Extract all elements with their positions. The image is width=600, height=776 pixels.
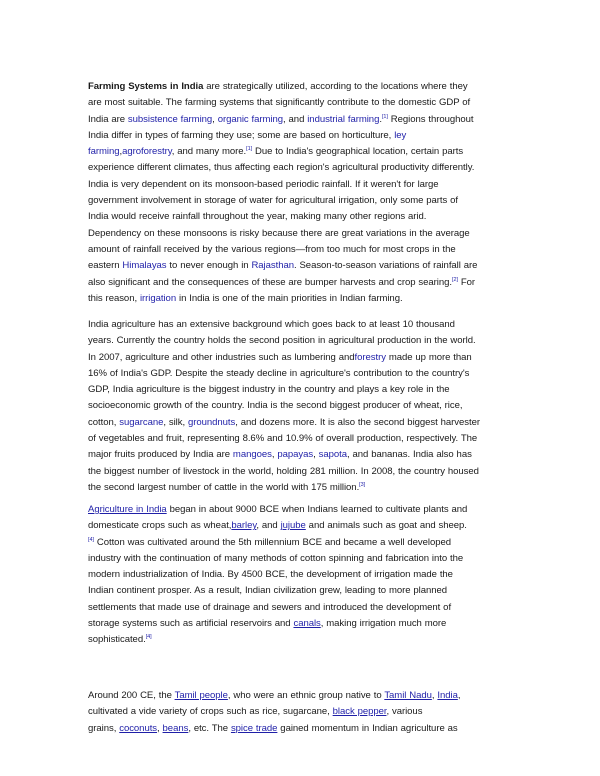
- link-subsistence-farming[interactable]: subsistence farming: [127, 113, 213, 125]
- reference-1b[interactable]: [1]: [246, 146, 253, 153]
- link-tamil-people[interactable]: Tamil people: [174, 690, 228, 701]
- link-black-pepper[interactable]: black pepper: [332, 706, 387, 718]
- link-himalayas[interactable]: Himalayas: [122, 260, 167, 272]
- reference-4[interactable]: [4]: [88, 536, 94, 543]
- link-papayas[interactable]: papayas: [277, 449, 314, 461]
- link-beans[interactable]: beans: [162, 722, 189, 734]
- paragraph-agriculture-history: Agriculture in India began in about 9000 BCE when Indians learned to cultivate plants and domesticate crops such as wheat,barley, and jujube and animals such as goat and sheep. [4] Cotton was cultivated around the 5th millennium BCE and became a well developed industry with the continuation of many methods of cotton spinning and fabrication into the modern industrialization of India. By 4500 BCE, the development of irrigation made the Indian continent prosper. As a result, Indian civilization grew, leading to more planned settlements that made use of drainage and sewers and introduced the development of storage systems such as artificial reservoirs and canals, making irrigation much more sophisticated.[4]: [88, 504, 468, 646]
- link-groundnuts[interactable]: groundnuts: [187, 416, 236, 428]
- reference-1[interactable]: [1]: [381, 113, 388, 120]
- farming-systems-title: Farming Systems in India: [88, 81, 204, 92]
- link-rajasthan[interactable]: Rajasthan: [251, 260, 294, 272]
- reference-2[interactable]: [2]: [452, 276, 458, 283]
- link-agriculture-in-india[interactable]: Agriculture in India: [88, 504, 167, 515]
- link-spice-trade[interactable]: spice trade: [230, 722, 278, 734]
- paragraph-agriculture-background: India agriculture has an extensive background which goes back to at least 10 thousand years. Currently the country holds the second position in agricultural production in the world. In 2007, agriculture and other industries such as lumbering andforestry made up more than 16% of India's GDP. Despite the steady decline in agriculture's contribution to the country's GDP, India agriculture is the biggest industry in the country and plays a key role in the socioeconomic growth of the country. India is the second biggest producer of wheat, rice, cotton, sugarcane, silk, groundnuts, and dozens more. It is also the second biggest harvester of vegetables and fruit, representing 8.6% and 10.9% of overall production, respectively. The major fruits produced by India are mangoes, papayas, sapota, and bananas. India also has the biggest number of livestock in the world, holding 281 million. In 2008, the country housed the second largest number of cattle in the world with 175 million.[3]: [88, 319, 480, 493]
- link-jujube[interactable]: jujube: [280, 520, 306, 532]
- link-mangoes[interactable]: mangoes: [232, 449, 272, 461]
- link-barley[interactable]: barley: [231, 520, 257, 532]
- reference-4b[interactable]: [4]: [145, 634, 152, 641]
- link-agroforestry[interactable]: agroforestry: [122, 146, 172, 158]
- link-coconuts[interactable]: coconuts: [119, 722, 158, 734]
- link-sapota[interactable]: sapota: [318, 449, 348, 461]
- link-sugarcane[interactable]: sugarcane: [119, 416, 164, 428]
- link-forestry[interactable]: forestry: [354, 351, 386, 363]
- link-ley-farming[interactable]: farming: [88, 146, 120, 158]
- paragraph-tamil-agriculture: Around 200 CE, the Tamil people, who were an ethnic group native to Tamil Nadu, India, cultivated a vide variety of crops such as rice, sugarcane, black pepper, various grains, coconuts, beans, etc. The spice trade gained momentum in Indian agriculture as: [88, 690, 461, 734]
- reference-3[interactable]: [3]: [359, 481, 366, 488]
- paragraph-farming-systems: Farming Systems in India are strategically utilized, according to the locations where they are most suitable. The farming systems that significantly contribute to the domestic GDP of India are subsistence farming, organic farming, and industrial farming.[1] Regions throughout India differ in types of farming they use; some are based on horticulture, ley farming,agroforestry, and many more.[1] Due to India's geographical location, certain parts experience different climates, thus affecting each region's agricultural productivity differently. India is very dependent on its monsoon-based periodic rainfall. If it weren't for large government involvement in storage of water for agricultural irrigation, only some parts of India would receive rainfall throughout the year, making many other regions arid. Dependency on these monsoons is risky because there are great variations in the average amount of rainfall received by the various regions—from too much for most crops in the eastern Himalayas to never enough in Rajasthan. Season-to-season variations of rainfall are also significant and the consequences of these are bumper harvests and crop searing.[2] For this reason, irrigation in India is one of the main priorities in Indian farming.: [88, 81, 478, 304]
- link-ley[interactable]: ley: [394, 129, 407, 141]
- link-irrigation[interactable]: irrigation: [139, 292, 177, 304]
- link-canals[interactable]: canals: [293, 618, 321, 630]
- link-india[interactable]: India: [437, 690, 458, 701]
- link-industrial-farming[interactable]: industrial farming: [307, 113, 380, 125]
- link-tamil-nadu[interactable]: Tamil Nadu: [384, 690, 432, 701]
- link-organic-farming[interactable]: organic farming: [217, 113, 284, 125]
